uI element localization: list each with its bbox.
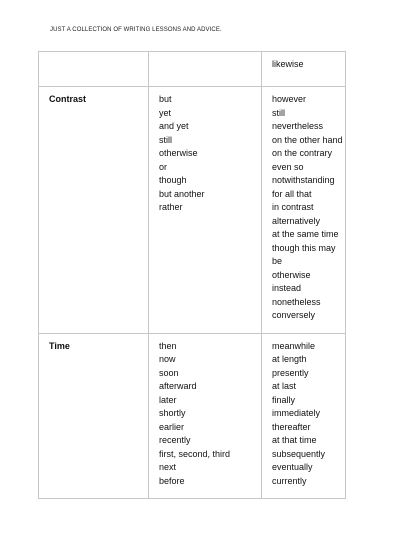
word-list-cell [262,87,346,334]
word-item: but another [159,188,205,199]
word-item: even so [272,161,304,172]
word-item: eventually [272,462,313,472]
word-item: finally [272,394,296,405]
word-item: earlier [159,421,185,432]
category-label: Contrast [49,94,87,104]
word-item: at that time [272,435,317,445]
word-item: on the contrary [272,148,333,158]
word-item: be [272,256,283,266]
table-cell [39,52,149,87]
word-item: nevertheless [272,121,324,131]
word-item: however [272,94,307,104]
transition-words-table [38,51,346,499]
category-cell [39,87,149,334]
category-label: Time [49,340,70,351]
word-item: yet [159,107,172,118]
word-item: next [159,462,177,472]
word-item: subsequently [272,448,326,459]
word-item: first, second, third [159,448,231,459]
word-item: for all that [272,188,312,199]
word-item: at last [272,381,297,391]
table-cell [149,52,262,87]
word-item: meanwhile [272,340,316,351]
word-item: before [159,475,185,486]
table-cell [262,52,346,87]
word-item: now [159,354,176,364]
word-item: otherwise [272,269,311,280]
word-item: at the same time [272,229,339,239]
word-list-cell [262,333,346,499]
word-item: instead [272,283,302,293]
table-row [39,52,346,87]
word-item: rather [159,202,183,212]
word-item: nonetheless [272,296,321,307]
word-item: though this may [272,242,336,253]
word-item: soon [159,367,179,378]
table-row [39,87,346,334]
word-item: on the other hand [272,134,343,145]
word-item: afterward [159,381,197,391]
word-item: though [159,175,187,185]
word-item: in contrast [272,202,314,212]
word-item: but [159,94,172,104]
word-list-cell [149,333,262,499]
page-header: JUST A COLLECTION OF WRITING LESSONS AND ADVICE. [50,27,222,33]
word-item: and yet [159,121,189,131]
word-item: conversely [272,310,316,320]
word-item: recently [159,435,191,445]
word-item: still [272,107,285,118]
word-item: still [159,134,172,145]
word-item: at length [272,354,307,364]
category-cell [39,333,149,499]
word-item: then [159,340,177,351]
word-item: alternatively [272,215,321,226]
word-item: otherwise [159,148,198,158]
word-item: shortly [159,408,186,418]
word-item: notwithstanding [272,175,335,185]
word-item: likewise [272,59,304,69]
word-list-cell [149,87,262,334]
word-item: presently [272,367,309,378]
word-item: later [159,394,177,405]
word-item: or [159,161,168,172]
table-row [39,333,346,499]
word-item: currently [272,475,307,486]
word-item: thereafter [272,421,311,432]
word-item: immediately [272,408,321,418]
